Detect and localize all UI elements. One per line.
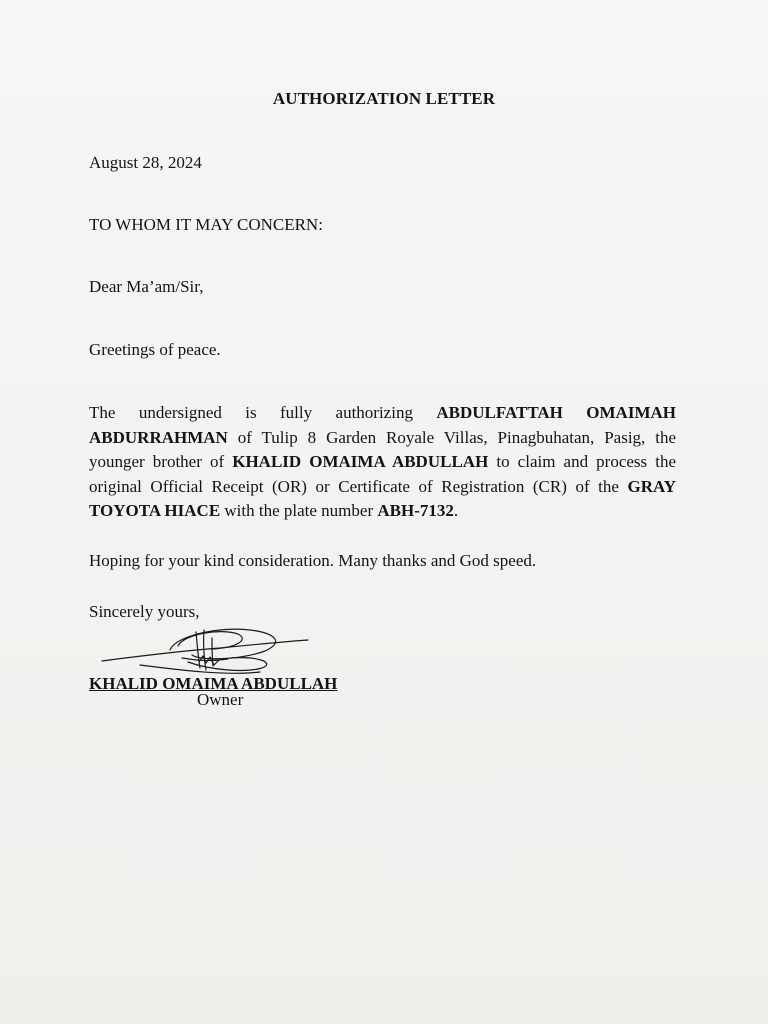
signer-name: KHALID OMAIMA ABDULLAH [89, 674, 338, 693]
plate-number: ABH-7132 [377, 501, 454, 520]
letter-recipient: TO WHOM IT MAY CONCERN: [89, 215, 323, 234]
handwritten-signature [100, 618, 330, 698]
closing-line: Hoping for your kind consideration. Many thanks and God speed. [89, 551, 537, 570]
body-text-3: to claim and process the original Official Receipt (OR) or Certificate of Registration (CR) of the [89, 452, 676, 496]
body-text-1: The undersigned is fully authorizing [89, 403, 437, 422]
authorized-person-name: ABDULFATTAH OMAIMAH ABDURRAHMAN [89, 403, 677, 447]
letter-body [89, 401, 676, 524]
letter-date: August 28, 2024 [89, 153, 202, 172]
owner-name: KHALID OMAIMA ABDULLAH [232, 452, 489, 471]
body-text-4: with the plate number [220, 501, 378, 520]
signer-role: Owner [197, 690, 244, 709]
sign-off: Sincerely yours, [89, 602, 200, 621]
letter-salutation: Dear Ma’am/Sir, [89, 277, 204, 296]
body-text-2: of Tulip 8 Garden Royale Villas, Pinagbuhatan, Pasig, the younger brother of [89, 427, 676, 471]
letter-greeting: Greetings of peace. [89, 340, 221, 359]
letter-title: AUTHORIZATION LETTER [272, 89, 496, 108]
vehicle-description: GRAY TOYOTA HIACE [89, 476, 676, 520]
body-text-5: . [453, 501, 459, 520]
